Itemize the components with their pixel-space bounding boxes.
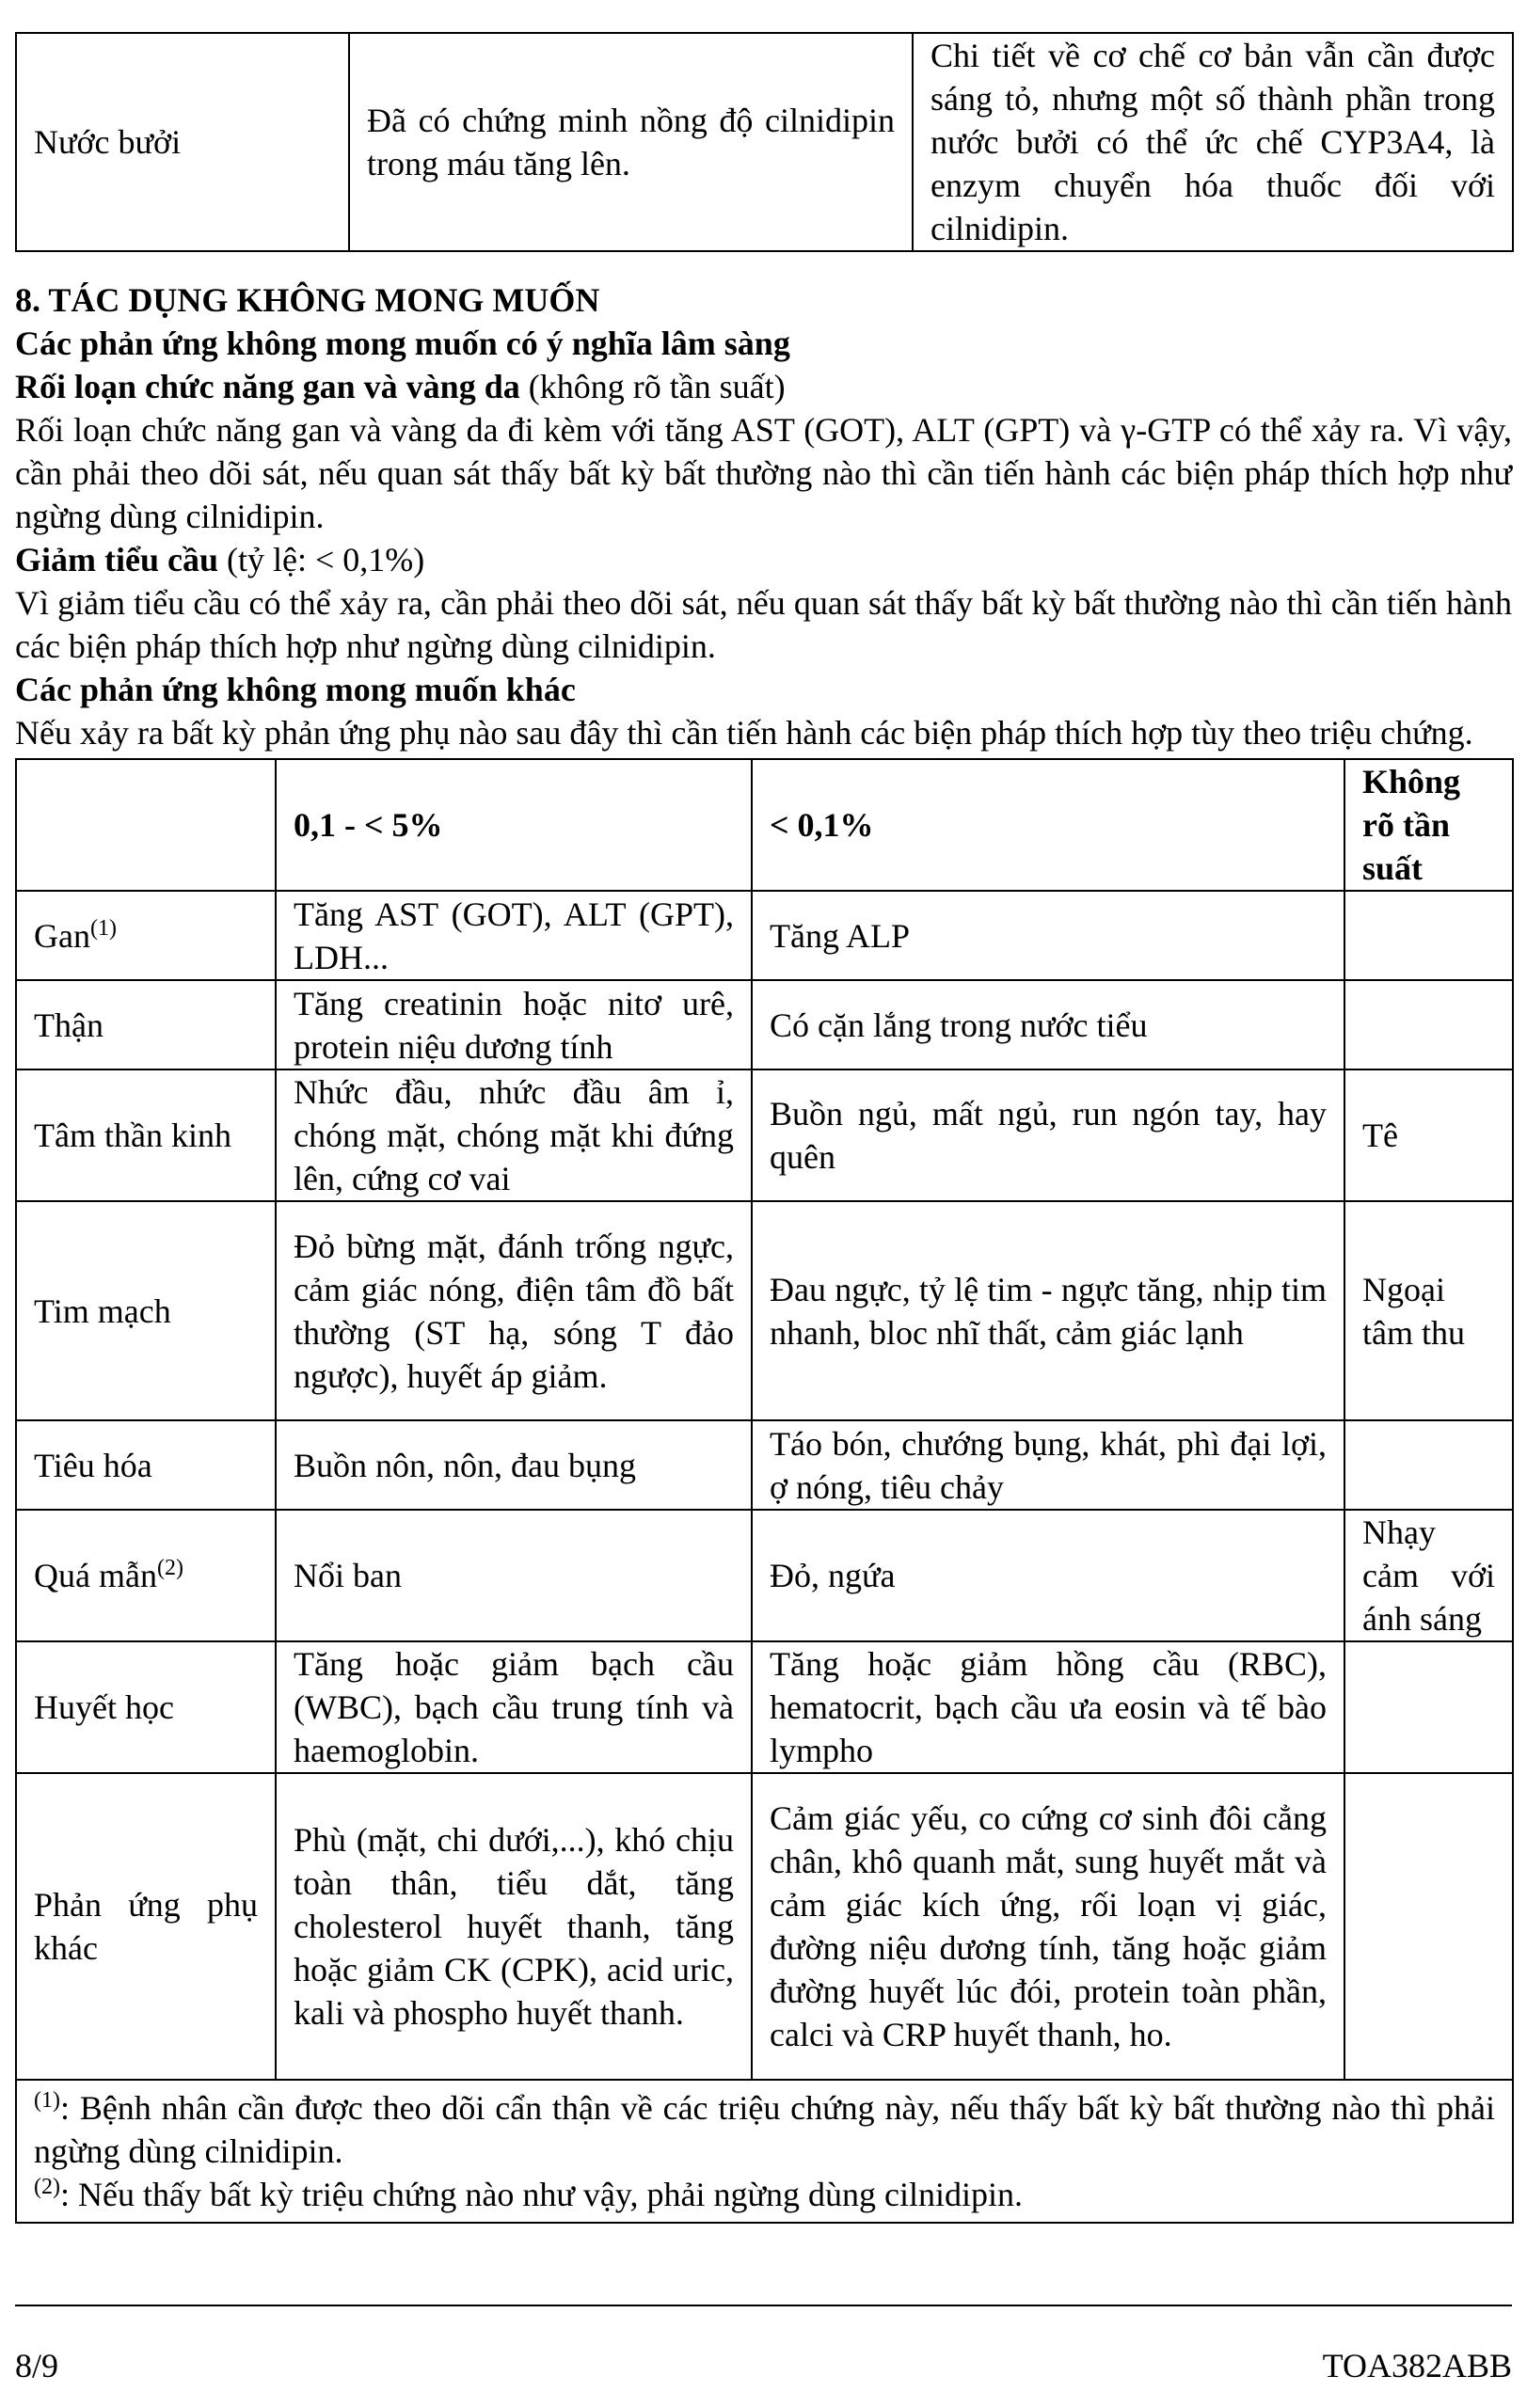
table-row [16,1773,1513,2080]
freq-common-cell: Tăng AST (GOT), ALT (GPT), LDH... [276,891,752,980]
footnote-2: $^{(2)}$: Nếu thấy bất kỳ triệu chứng nào như vậy, phải ngừng dùng cilnidipin. [34,2175,1023,2213]
freq-rare-cell: Tăng hoặc giảm hồng cầu (RBC), hematocrit, bạch cầu ưa eosin và tế bào lympho [752,1641,1344,1773]
adverse-effects-table [15,758,1514,2224]
freq-common-cell: Nổi ban [276,1510,752,1641]
table-row [16,1069,1513,1201]
freq-unknown-cell: Ngoại tâm thu [1344,1201,1513,1420]
freq-unknown-cell [1344,1641,1513,1773]
table-header-row [16,759,1513,891]
freq-unknown-cell [1344,980,1513,1069]
table-row [16,980,1513,1069]
freq-rare-cell: Đau ngực, tỷ lệ tim - ngực tăng, nhịp tim nhanh, bloc nhĩ thất, cảm giác lạnh [752,1201,1344,1420]
platelet-title-note: (tỷ lệ: < 0,1%) [217,541,425,578]
organ-cell: Tim mạch [16,1201,276,1420]
footnote-1: $^{(1)}$: Bệnh nhân cần được theo dõi cẩn thận về các triệu chứng này, nếu thấy bất kỳ bất thường nào thì phải ngừng dùng cilnidipin. [34,2088,1495,2170]
freq-unknown-cell: Tê [1344,1069,1513,1201]
section-heading: 8. TÁC DỤNG KHÔNG MONG MUỐN [15,281,600,319]
header-freq-unknown: Không rõ tần suất [1344,759,1513,891]
interaction-table [15,32,1514,252]
freq-unknown-cell: Nhạy cảm với ánh sáng [1344,1510,1513,1641]
freq-rare-cell: Có cặn lắng trong nước tiểu [752,980,1344,1069]
page-number: 8/9 [15,2347,59,2384]
interaction-effect: Đã có chứng minh nồng độ cilnidipin trong máu tăng lên. [349,33,913,251]
table-footnotes [16,2080,1513,2223]
platelet-paragraph: Vì giảm tiểu cầu có thể xảy ra, cần phải theo dõi sát, nếu quan sát thấy bất kỳ bất thường nào thì cần tiến hành các biện pháp thích hợp như ngừng dùng cilnidipin. [15,584,1512,665]
freq-rare-cell: Cảm giác yếu, co cứng cơ sinh đôi cẳng chân, khô quanh mắt, sung huyết mắt và cảm giác kích ứng, rối loạn vị giác, đường niệu dương tính, tăng hoặc giảm đường huyết lúc đói, protein toàn phần, calci và CRP huyết thanh, ho. [752,1773,1344,2080]
freq-rare-cell: Tăng ALP [752,891,1344,980]
freq-common-cell: Tăng creatinin hoặc nitơ urê, protein niệu dương tính [276,980,752,1069]
organ-cell: Huyết học [16,1641,276,1773]
freq-common-cell: Đỏ bừng mặt, đánh trống ngực, cảm giác nóng, điện tâm đồ bất thường (ST hạ, sóng T đảo ngược), huyết áp giảm. [276,1201,752,1420]
freq-rare-cell: Táo bón, chướng bụng, khát, phì đại lợi, ợ nóng, tiêu chảy [752,1420,1344,1510]
document-page [15,0,1512,2224]
liver-paragraph: Rối loạn chức năng gan và vàng da đi kèm với tăng AST (GOT), ALT (GPT) và γ-GTP có thể xảy ra. Vì vậy, cần phải theo dõi sát, nếu quan sát thấy bất kỳ bất thường nào thì cần tiến hành các biện pháp thích hợp như ngừng dùng cilnidipin. [15,411,1512,535]
organ-cell: Gan$^{(1)}$ [16,891,276,980]
table-row [16,33,1513,251]
header-freq-common: 0,1 - < 5% [276,759,752,891]
freq-unknown-cell [1344,891,1513,980]
liver-title: Rối loạn chức năng gan và vàng da [15,368,520,405]
header-freq-rare: < 0,1% [752,759,1344,891]
freq-common-cell: Tăng hoặc giảm bạch cầu (WBC), bạch cầu trung tính và haemoglobin. [276,1641,752,1773]
freq-rare-cell: Đỏ, ngứa [752,1510,1344,1641]
liver-title-note: (không rõ tần suất) [519,368,786,405]
other-effects-paragraph: Nếu xảy ra bất kỳ phản ứng phụ nào sau đây thì cần tiến hành các biện pháp thích hợp tùy theo triệu chứng. [15,714,1473,752]
adverse-effects-section [15,278,1512,754]
table-row [16,1641,1513,1773]
table-row [16,1510,1513,1641]
table-footnote-row [16,2080,1513,2223]
organ-cell: Thận [16,980,276,1069]
liver-heading [15,365,1512,408]
header-organ [16,759,276,891]
platelet-title: Giảm tiểu cầu [15,541,218,578]
freq-unknown-cell [1344,1420,1513,1510]
freq-rare-cell: Buồn ngủ, mất ngủ, run ngón tay, hay quên [752,1069,1344,1201]
interaction-mechanism: Chi tiết về cơ chế cơ bản vẫn cần được sáng tỏ, nhưng một số thành phần trong nước bưởi có thể ức chế CYP3A4, là enzym chuyển hóa thuốc đối với cilnidipin. [913,33,1513,251]
footer-divider [15,2305,1512,2306]
table-row [16,1201,1513,1420]
document-code: TOA382ABB [1322,2347,1512,2384]
freq-common-cell: Buồn nôn, nôn, đau bụng [276,1420,752,1510]
other-effects-heading: Các phản ứng không mong muốn khác [15,671,576,708]
organ-cell: Quá mẫn$^{(2)}$ [16,1510,276,1641]
freq-unknown-cell [1344,1773,1513,2080]
organ-cell: Tiêu hóa [16,1420,276,1510]
section-subheading: Các phản ứng không mong muốn có ý nghĩa lâm sàng [15,325,790,362]
table-row [16,1420,1513,1510]
organ-cell: Tâm thần kinh [16,1069,276,1201]
organ-cell: Phản ứng phụ khác [16,1773,276,2080]
platelet-heading [15,538,1512,581]
interaction-substance: Nước bưởi [16,33,349,251]
freq-common-cell: Nhức đầu, nhức đầu âm ỉ, chóng mặt, chóng mặt khi đứng lên, cứng cơ vai [276,1069,752,1201]
freq-common-cell: Phù (mặt, chi dưới,...), khó chịu toàn thân, tiểu dắt, tăng cholesterol huyết thanh, tăng hoặc giảm CK (CPK), acid uric, kali và phospho huyết thanh. [276,1773,752,2080]
table-row [16,891,1513,980]
